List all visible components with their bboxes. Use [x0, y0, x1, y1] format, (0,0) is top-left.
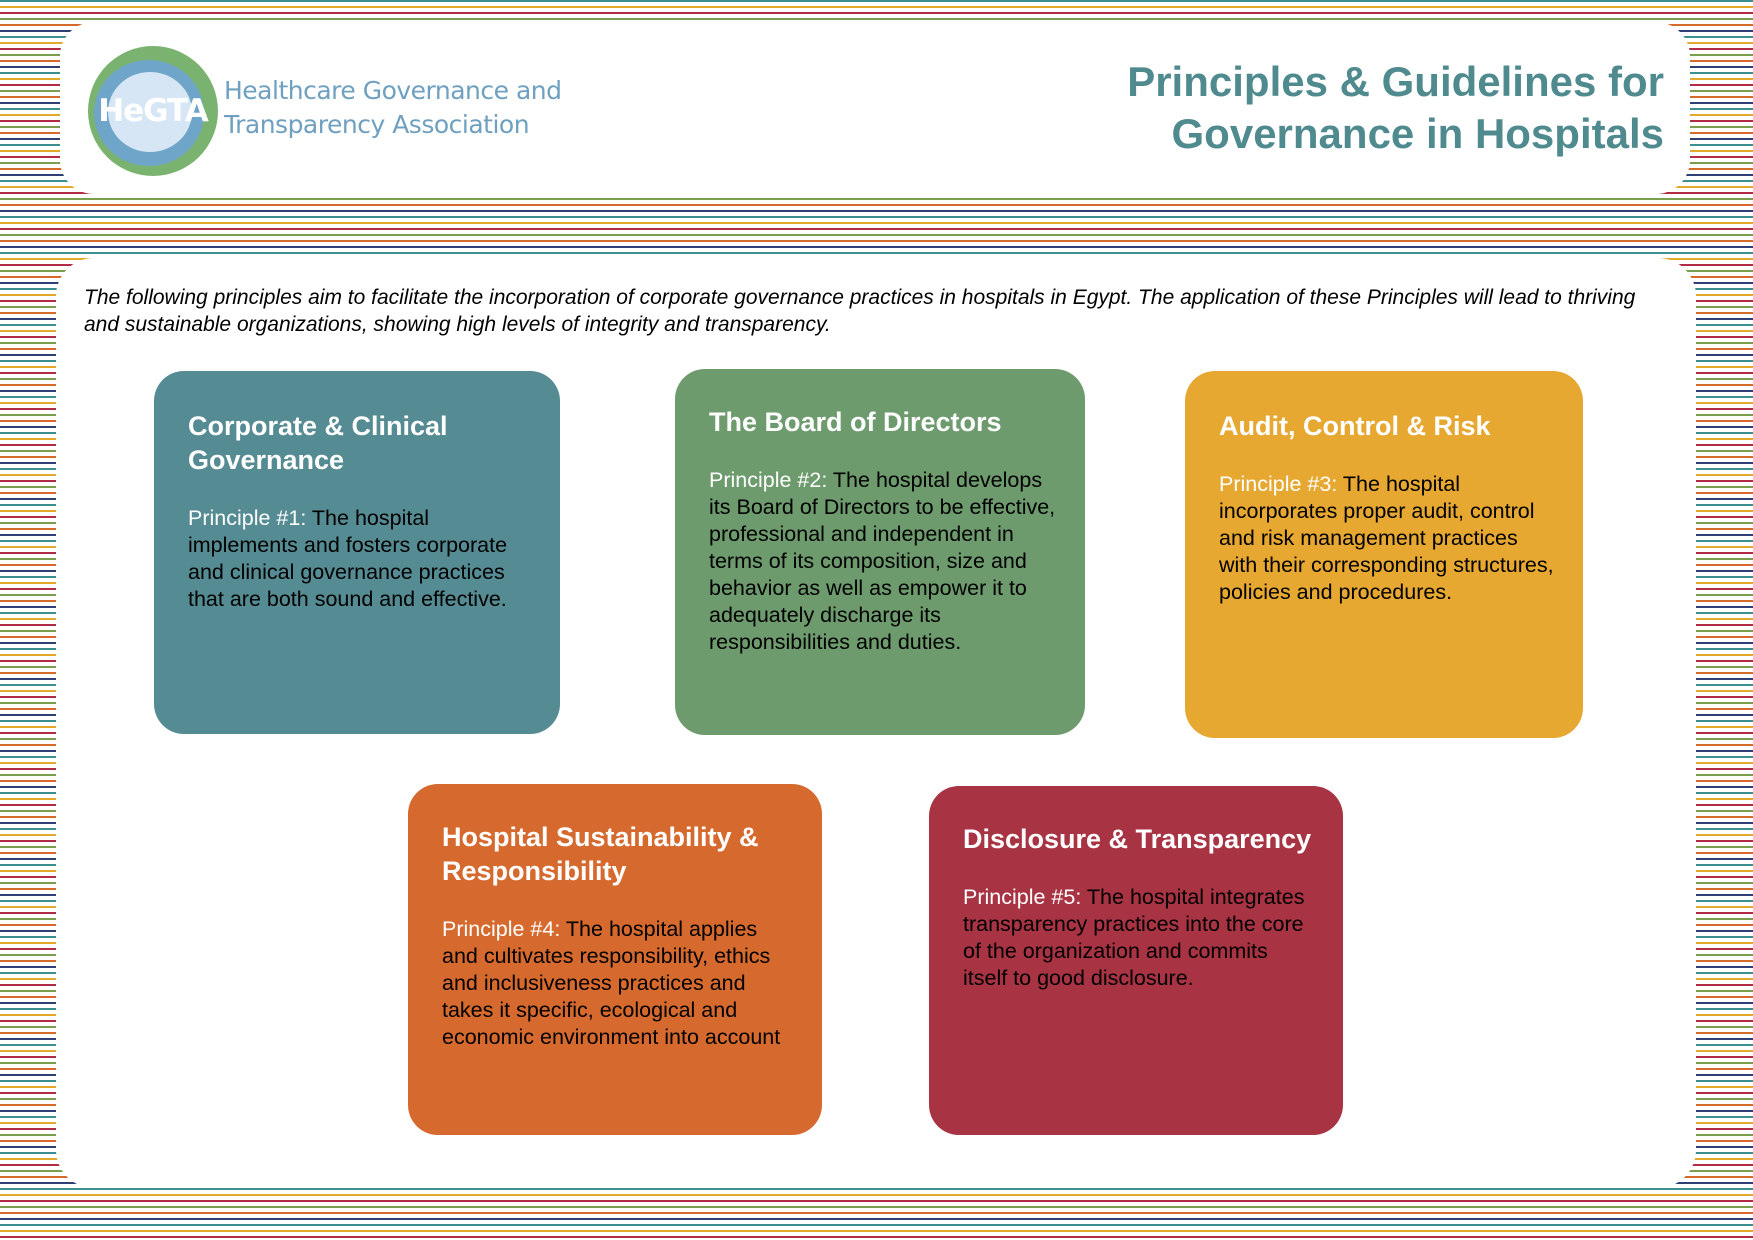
card-body — [188, 505, 532, 613]
intro-paragraph: The following principles aim to facilitate the incorporation of corporate governance practices in hospitals in Egypt. The application of these Principles will lead to thriving and sustainable organizations, showing high levels of integrity and transparency. — [84, 286, 1636, 336]
hegta-logo — [88, 46, 218, 176]
card-body — [709, 467, 1057, 656]
organization-name-line2: Transparency Association — [224, 110, 530, 139]
principle-card-2 — [675, 369, 1085, 735]
principle-card-3 — [1185, 371, 1583, 738]
principle-label: Principle #5: — [963, 885, 1082, 909]
principle-label: Principle #4: — [442, 917, 561, 941]
page-title-line2: Governance in Hospitals — [1171, 110, 1664, 157]
card-body — [963, 884, 1315, 992]
card-body — [442, 916, 794, 1051]
principle-label: Principle #2: — [709, 468, 828, 492]
page-title-line1: Principles & Guidelines for — [1127, 58, 1664, 105]
card-title: The Board of Directors — [709, 407, 1002, 437]
card-title: Audit, Control & Risk — [1219, 411, 1491, 441]
principle-text: The hospital develops its Board of Directors to be effective, professional and independent in terms of its composition, size and behavior as well as empower it to adequately discharge its responsibilities and duties. — [709, 468, 1056, 654]
principle-label: Principle #3: — [1219, 472, 1338, 496]
principle-text: The hospital integrates transparency practices into the core of the organization and commits itself to good disclosure. — [963, 885, 1305, 990]
page-title — [1127, 56, 1664, 160]
principle-card-4 — [408, 784, 822, 1135]
card-title: Corporate & Clinical Governance — [188, 411, 448, 475]
principle-card-1 — [154, 371, 560, 734]
principle-text: The hospital applies and cultivates responsibility, ethics and inclusiveness practices and takes it specific, ecological and economic environment into account — [442, 917, 781, 1049]
principle-card-5 — [929, 786, 1343, 1135]
principle-text: The hospital implements and fosters corporate and clinical governance practices that are both sound and effective. — [188, 506, 508, 611]
principle-label: Principle #1: — [188, 506, 307, 530]
organization-name — [224, 74, 562, 142]
principle-text: The hospital incorporates proper audit, control and risk management practices with their corresponding structures, policies and procedures. — [1219, 472, 1554, 604]
card-body — [1219, 471, 1555, 606]
organization-name-line1: Healthcare Governance and — [224, 76, 562, 105]
card-title: Disclosure & Transparency — [963, 824, 1312, 854]
logo-text: HeGTA — [98, 93, 208, 129]
card-title: Hospital Sustainability & Responsibility — [442, 822, 759, 886]
